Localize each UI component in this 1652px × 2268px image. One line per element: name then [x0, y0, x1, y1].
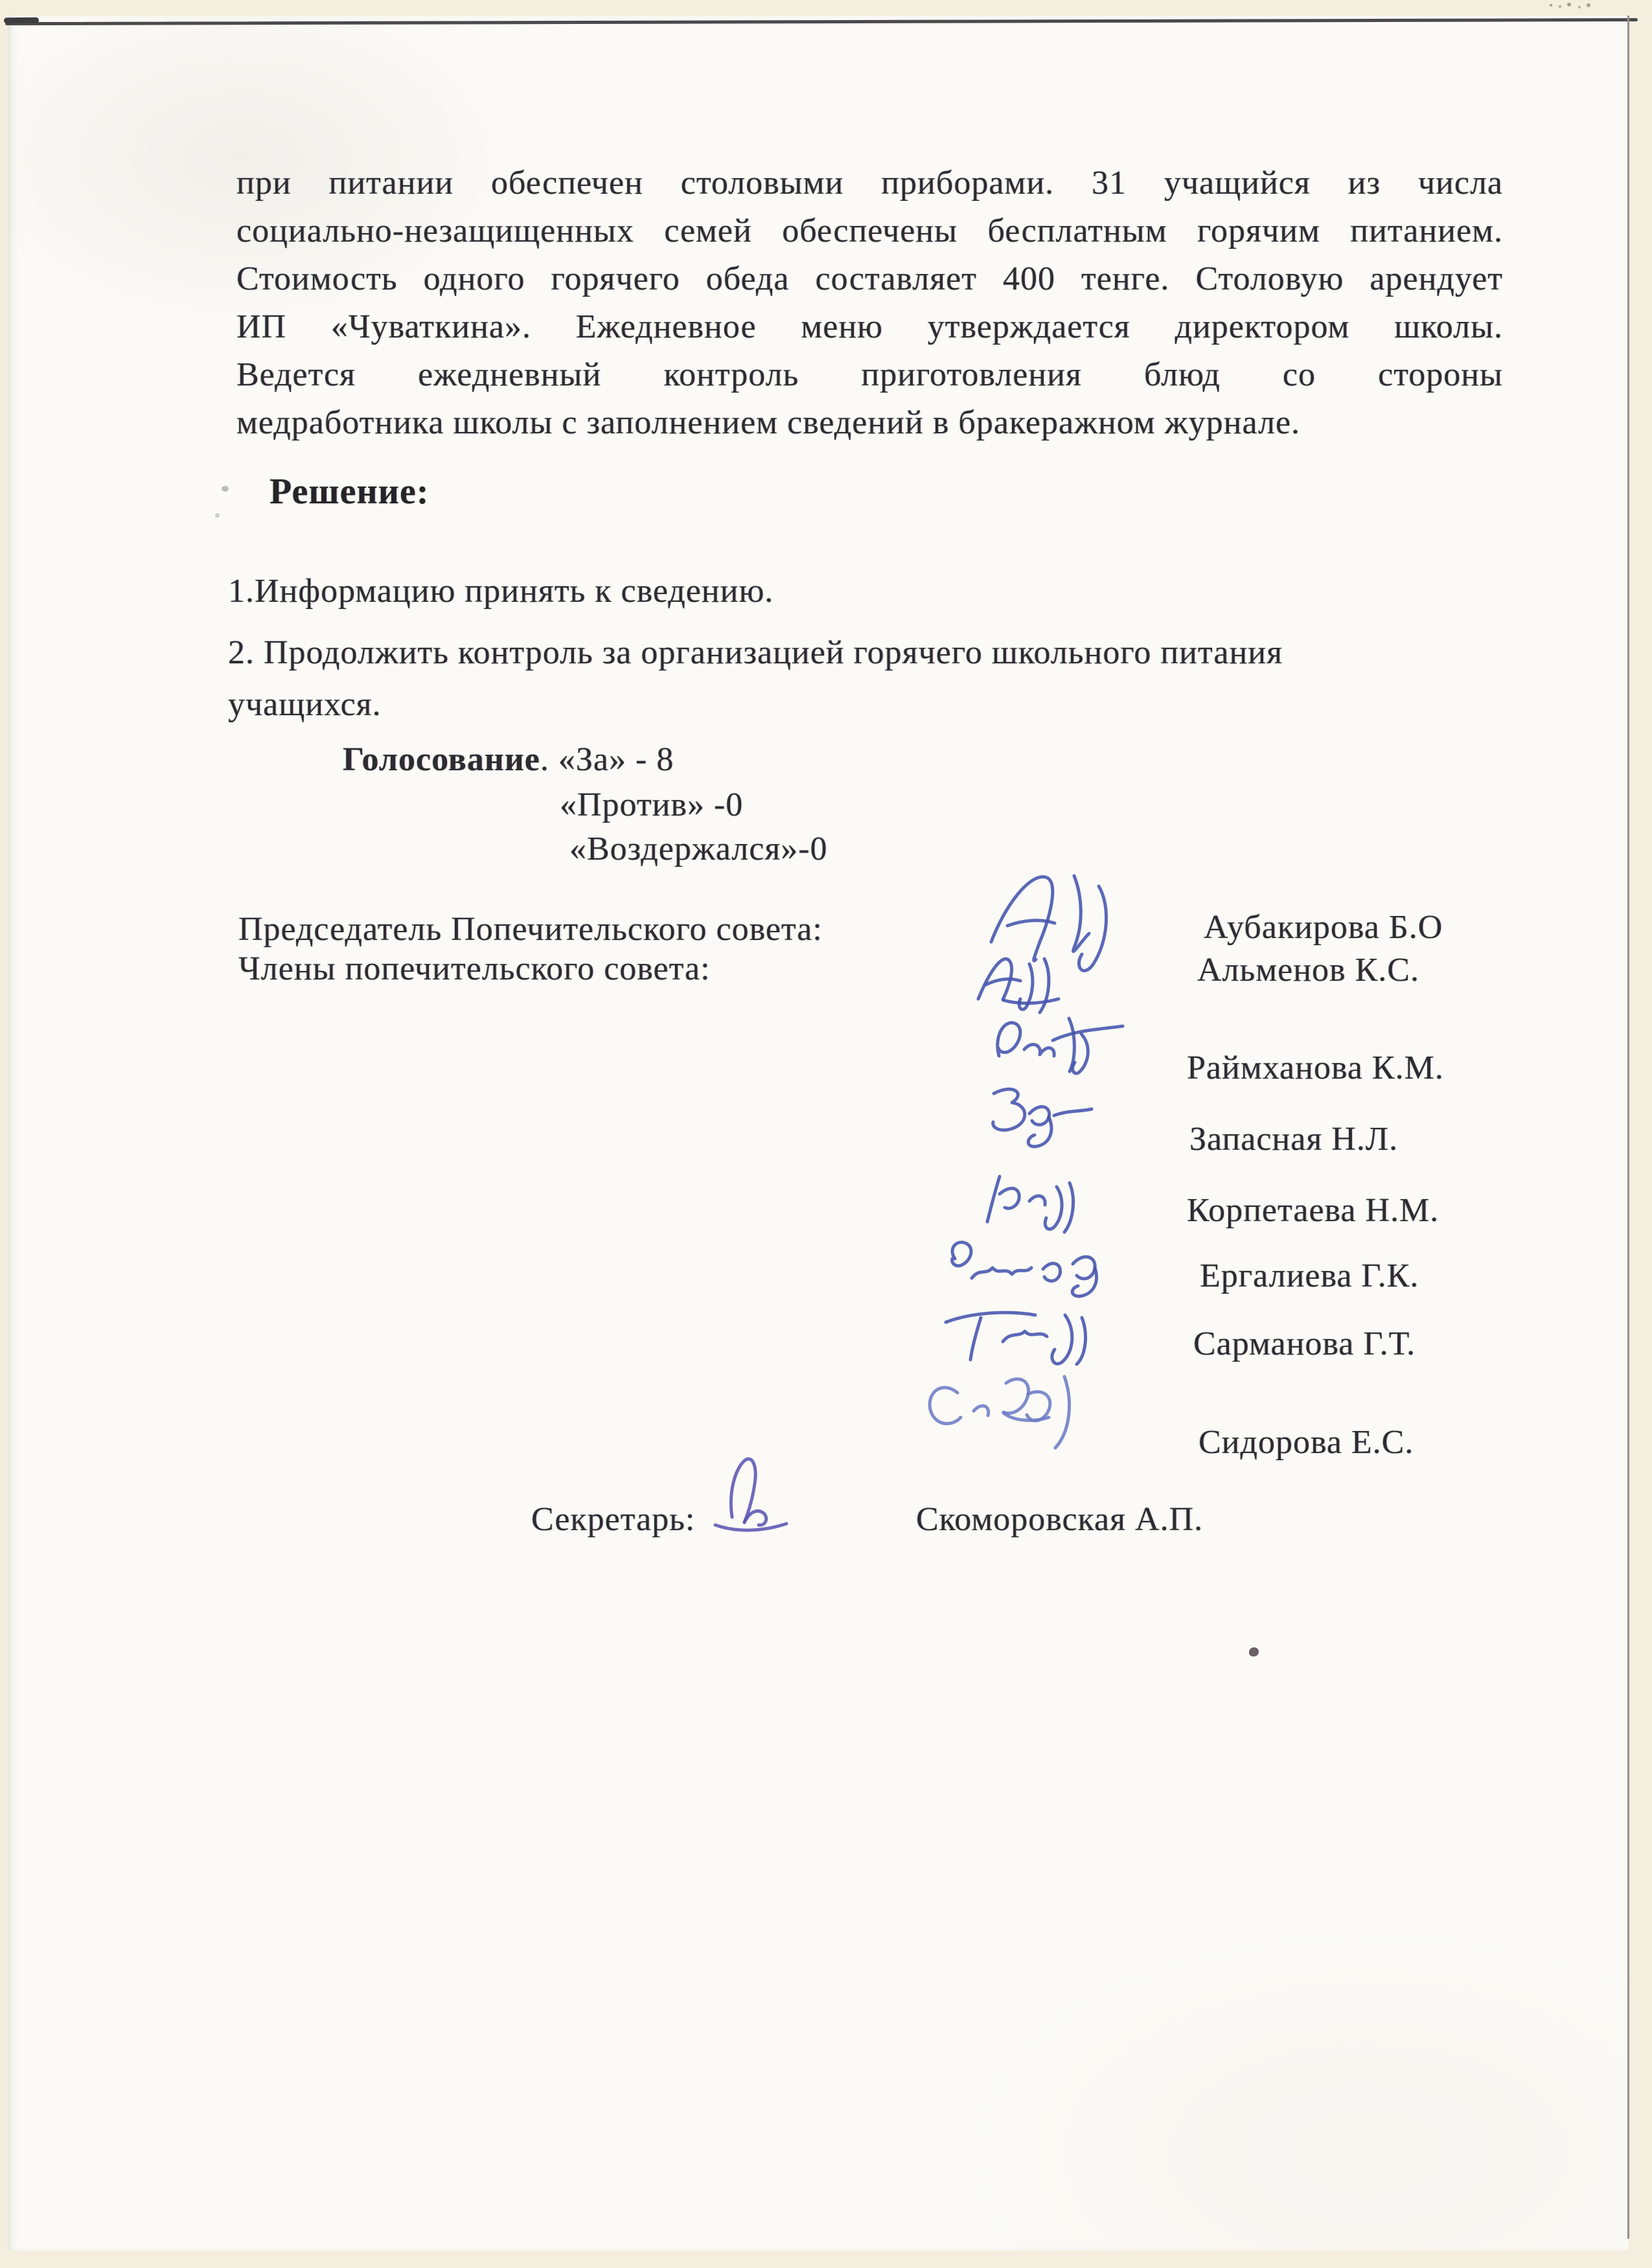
- signature-almenov: [967, 945, 1096, 1016]
- paragraph-line: ИП «Чуваткина». Ежедневное меню утверждается директором школы.: [236, 308, 1503, 345]
- signature-korpetaeva: [973, 1165, 1093, 1236]
- members-label: Члены попечительского совета:: [238, 950, 711, 987]
- body-paragraph: [236, 159, 1503, 447]
- chairman-label: Председатель Попечительского совета:: [238, 911, 823, 948]
- member-name: Сидорова Е.С.: [1199, 1424, 1414, 1461]
- voting-line-za: [343, 736, 674, 784]
- decision-item-1: 1.Информацию принять к сведению.: [228, 573, 774, 610]
- scan-right-edge-line: [1627, 16, 1629, 2239]
- voting-za-value: . «За» - 8: [540, 741, 674, 778]
- voting-line-vozderzhalsya: «Воздержался»-0: [569, 830, 828, 867]
- paragraph-line: Стоимость одного горячего обеда составляет 400 тенге. Столовую арендует: [236, 260, 1503, 297]
- member-name: Раймханова К.М.: [1187, 1049, 1444, 1086]
- paper-speck: [222, 486, 229, 492]
- member-name: Корпетаева Н.М.: [1187, 1192, 1440, 1229]
- member-name: Ергалиева Г.К.: [1200, 1257, 1419, 1294]
- secretary-name: Скоморовская А.П.: [916, 1501, 1204, 1538]
- scan-top-right-noise: [1550, 4, 1552, 6]
- ink-dot: [1249, 1647, 1259, 1656]
- voting-label: Голосование: [343, 741, 540, 778]
- decision-item-2: [228, 627, 1368, 731]
- chairman-name: Аубакирова Б.О: [1204, 909, 1443, 946]
- signature-zapasnaya: [969, 1077, 1099, 1151]
- paragraph-line: при питании обеспечен столовыми приборами. 31 учащийся из числа: [236, 165, 1503, 201]
- member-name: Запасная Н.Л.: [1189, 1121, 1399, 1158]
- paragraph-line: Ведется ежедневный контроль приготовления блюд со стороны: [236, 356, 1503, 393]
- signature-sarmanova: [932, 1298, 1113, 1366]
- signature-yergalieva: [932, 1233, 1126, 1301]
- signature-raimkhanova: [983, 1008, 1139, 1079]
- paper-speck: [215, 513, 220, 518]
- paragraph-line: социально-незащищенных семей обеспечены бесплатным горячим питанием.: [236, 212, 1503, 249]
- member-name: Альменов К.С.: [1197, 952, 1419, 989]
- decision-heading: Решение:: [270, 472, 430, 512]
- decision-item-2-line-2: учащихся.: [228, 686, 382, 723]
- scan-top-left-blob: [4, 17, 39, 23]
- secretary-label: Секретарь:: [531, 1501, 696, 1538]
- decision-item-2-line-1: 2. Продолжить контроль за организацией горячего школьного питания: [228, 634, 1283, 671]
- signature-skomorovskaya: [692, 1450, 796, 1534]
- paragraph-line: медработника школы с заполнением сведений в бракеражном журнале.: [236, 404, 1301, 441]
- member-name: Сарманова Г.Т.: [1193, 1325, 1416, 1362]
- voting-line-protiv: «Против» -0: [560, 786, 744, 823]
- signature-sidorova: [908, 1366, 1109, 1450]
